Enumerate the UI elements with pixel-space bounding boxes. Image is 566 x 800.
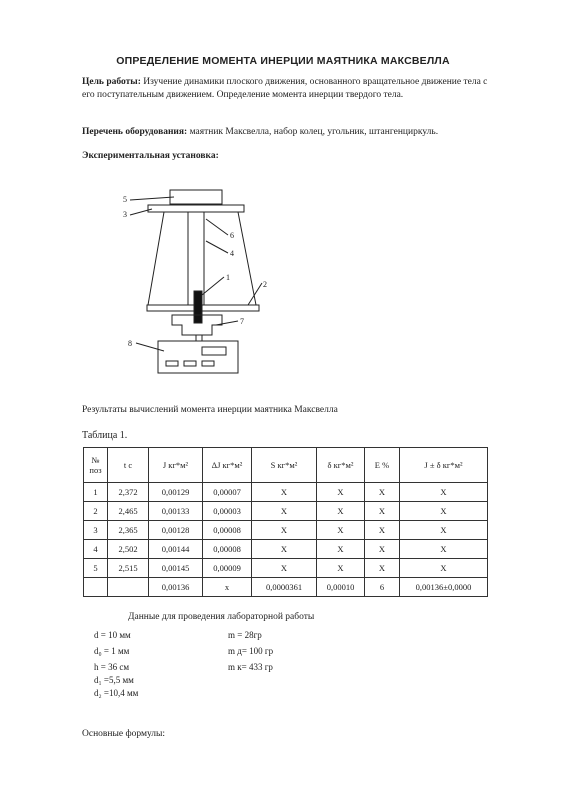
- table-cell: 3: [84, 521, 108, 540]
- table-cell: [108, 578, 149, 597]
- table-header-row: [84, 448, 488, 483]
- button-1: [166, 361, 178, 366]
- control-unit: [158, 341, 238, 373]
- table-cell: X: [365, 559, 400, 578]
- formulas-label: Основные формулы:: [82, 729, 166, 739]
- goal-line-1: Изучение динамики плоского движения, основанного вращательное: [143, 77, 420, 87]
- header-cell: t c: [108, 448, 149, 483]
- leader-8: [136, 343, 164, 351]
- table-cell: X: [365, 540, 400, 559]
- equipment-text: маятник Максвелла, набор колец, угольник, штангенциркуль.: [189, 127, 439, 137]
- connector: [196, 335, 202, 341]
- table-cell: X: [400, 540, 488, 559]
- results-caption: Результаты вычислений момента инерции маятника Максвелла: [82, 405, 338, 415]
- table-cell: 0,00136±0,0000: [400, 578, 488, 597]
- table-cell: 0,00145: [149, 559, 203, 578]
- figure-label-1: 1: [226, 273, 230, 282]
- goal-paragraph: [82, 76, 492, 102]
- maxwell-pendulum-diagram: [110, 183, 270, 383]
- table-cell: X: [400, 502, 488, 521]
- table-cell: X: [252, 540, 317, 559]
- figure-label-7: 7: [240, 317, 244, 326]
- header-cell: δ кг*м²: [317, 448, 365, 483]
- table-cell: 0,00003: [203, 502, 252, 521]
- figure-label-5: 5: [123, 195, 127, 204]
- setup-label: Экспериментальная установка:: [82, 151, 219, 161]
- table-cell: X: [365, 483, 400, 502]
- table-cell: 2,465: [108, 502, 149, 521]
- table-cell: X: [317, 540, 365, 559]
- setup-heading: [82, 150, 492, 163]
- goal-line-2: движение тела с его поступательным движением. Определение момента инерции твердого: [82, 77, 488, 100]
- table-row: [84, 540, 488, 559]
- table-cell: 0,00009: [203, 559, 252, 578]
- lab-right-2: m к= 433 гр: [228, 662, 273, 672]
- pendulum-disk: [194, 291, 202, 323]
- table-cell: x: [203, 578, 252, 597]
- lab-right-0: m = 28гр: [228, 630, 262, 640]
- leader-1: [202, 277, 224, 295]
- table-cell: 0,00129: [149, 483, 203, 502]
- table-cell: X: [365, 521, 400, 540]
- header-cell: № поз: [84, 448, 108, 483]
- figure-label-3: 3: [123, 210, 127, 219]
- figure-label-4: 4: [230, 249, 234, 258]
- lab-left-4: d₂ =10,4 мм: [94, 688, 139, 698]
- goal-line-3: тела.: [383, 90, 404, 100]
- table-cell: X: [252, 559, 317, 578]
- lab-right-1: m д= 100 гр: [228, 646, 274, 656]
- table-cell: 0,00133: [149, 502, 203, 521]
- table-cell: X: [400, 521, 488, 540]
- figure-label-8: 8: [128, 339, 132, 348]
- equipment-label: Перечень оборудования:: [82, 127, 188, 137]
- header-cell: J ± δ кг*м²: [400, 448, 488, 483]
- table-cell: X: [252, 521, 317, 540]
- table-cell: X: [317, 502, 365, 521]
- lab-left-3: d₁ =5,5 мм: [94, 675, 134, 685]
- table-cell: 0,00008: [203, 540, 252, 559]
- equipment-paragraph: [82, 126, 492, 139]
- table-cell: 2,515: [108, 559, 149, 578]
- base-plate: [147, 305, 259, 311]
- table-row: [84, 483, 488, 502]
- table-cell: X: [252, 483, 317, 502]
- table-cell: X: [317, 483, 365, 502]
- table-caption: Таблица 1.: [82, 430, 128, 441]
- table-cell: 2,502: [108, 540, 149, 559]
- figure-label-2: 2: [263, 280, 267, 289]
- top-plate: [148, 205, 244, 212]
- button-3: [202, 361, 214, 366]
- leader-4: [206, 241, 228, 253]
- table-cell: X: [365, 502, 400, 521]
- lab-left-0: d = 10 мм: [94, 630, 131, 640]
- page-title: ОПРЕДЕЛЕНИЕ МОМЕНТА ИНЕРЦИИ МАЯТНИКА МАКСВЕЛЛА: [116, 55, 450, 67]
- table-cell: 5: [84, 559, 108, 578]
- table-cell: 2,372: [108, 483, 149, 502]
- table-cell: 4: [84, 540, 108, 559]
- table-cell: X: [317, 521, 365, 540]
- button-2: [184, 361, 196, 366]
- lab-left-1: d₀ = 1 мм: [94, 646, 130, 656]
- header-cell: J кг*м²: [149, 448, 203, 483]
- table-cell: 2: [84, 502, 108, 521]
- leader-5: [130, 197, 174, 200]
- table-cell: 0,00128: [149, 521, 203, 540]
- table-cell: X: [252, 502, 317, 521]
- table-cell: 1: [84, 483, 108, 502]
- header-cell: S кг*м²: [252, 448, 317, 483]
- header-cell: ΔJ кг*м²: [203, 448, 252, 483]
- table-cell: 2,365: [108, 521, 149, 540]
- table-cell: X: [317, 559, 365, 578]
- top-block: [170, 190, 222, 204]
- table-cell: 0,00008: [203, 521, 252, 540]
- table-cell: 0,0000361: [252, 578, 317, 597]
- leader-7: [216, 321, 238, 325]
- results-table: [83, 447, 488, 597]
- table-row: [84, 521, 488, 540]
- table-row: [84, 578, 488, 597]
- table-cell: 0,00007: [203, 483, 252, 502]
- table-cell: 6: [365, 578, 400, 597]
- display: [202, 347, 226, 355]
- figure-label-6: 6: [230, 231, 234, 240]
- table-cell: X: [400, 559, 488, 578]
- table-row: [84, 502, 488, 521]
- table-row: [84, 559, 488, 578]
- leader-6: [206, 219, 228, 235]
- goal-label: Цель работы:: [82, 77, 141, 87]
- table-cell: 0,00144: [149, 540, 203, 559]
- lab-data-title: Данные для проведения лабораторной работы: [128, 612, 315, 622]
- header-cell: Е %: [365, 448, 400, 483]
- lab-left-2: h = 36 см: [94, 662, 130, 672]
- table-cell: [84, 578, 108, 597]
- table-cell: X: [400, 483, 488, 502]
- table-cell: 0,00136: [149, 578, 203, 597]
- table-cell: 0,00010: [317, 578, 365, 597]
